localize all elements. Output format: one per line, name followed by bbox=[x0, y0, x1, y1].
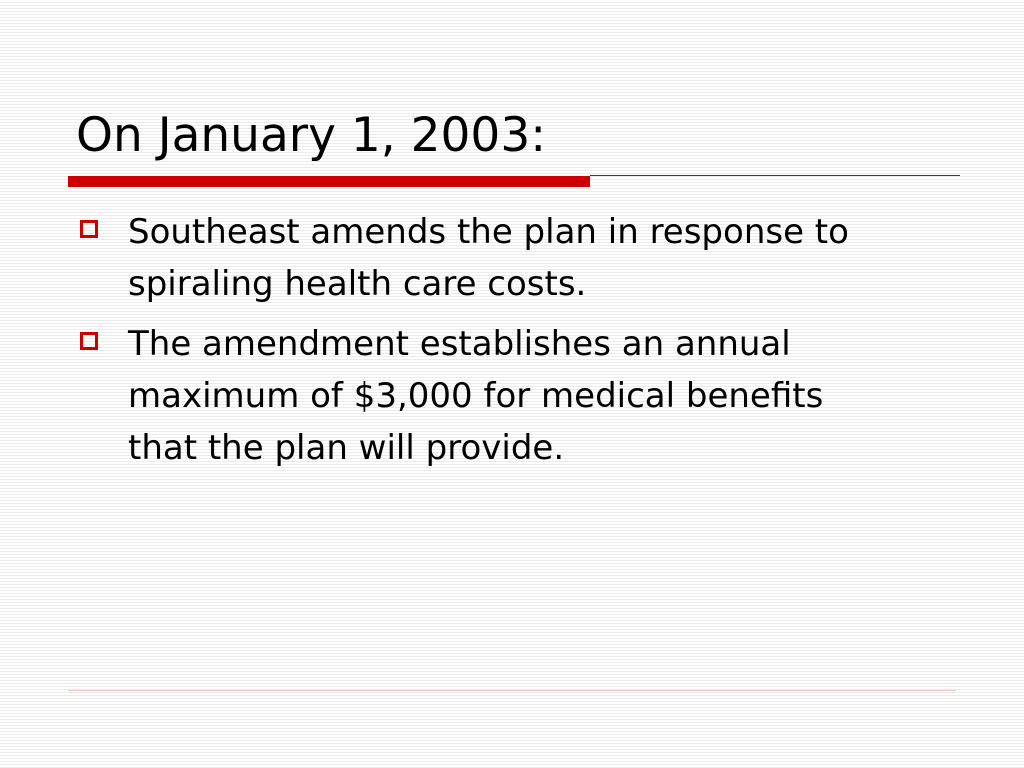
footer-divider bbox=[68, 690, 956, 691]
title-underline-thin bbox=[590, 175, 960, 176]
hollow-square-bullet-icon bbox=[80, 332, 98, 350]
title-underline-accent bbox=[68, 176, 590, 187]
list-item bbox=[80, 206, 880, 310]
bullet-text: Southeast amends the plan in response to spiraling health care costs. bbox=[128, 212, 849, 304]
bullet-text: The amendment establishes an annual maximum of $3,000 for medical benefits that the plan will provide. bbox=[128, 324, 824, 468]
bullet-list bbox=[80, 206, 880, 482]
slide-title: On January 1, 2003: bbox=[76, 108, 547, 163]
list-item bbox=[80, 318, 880, 474]
hollow-square-bullet-icon bbox=[80, 220, 98, 238]
